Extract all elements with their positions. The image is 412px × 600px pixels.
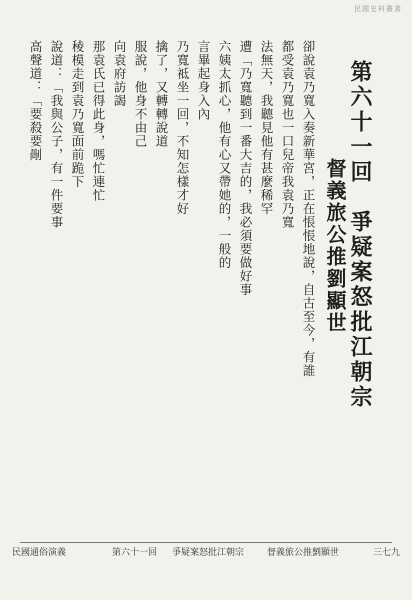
body-column: 服說，他身不由己 bbox=[133, 40, 148, 148]
body-column: 都受袁乃寬也一口兒帝我袁乃寬 bbox=[280, 40, 295, 229]
body-column: 高聲道：「要殺要剮 bbox=[28, 40, 43, 162]
body-column: 那袁氏已得此身，嗎忙連忙 bbox=[91, 40, 106, 202]
footer-page-number: 三七九 bbox=[372, 548, 400, 558]
footer-chapter: 第六十一回 bbox=[112, 548, 158, 558]
page-footer bbox=[12, 545, 400, 567]
body-column: 六姨太抓心，他有心又帶她的，一般的 bbox=[217, 40, 232, 270]
chapter-subtitle: 督義旅公推劉顯世 bbox=[323, 158, 347, 334]
chapter-title: 第六十一回 爭疑案怒批江朝宗 bbox=[347, 60, 373, 410]
footer-chapter-title: 爭疑案怒批江朝宗 bbox=[172, 548, 245, 558]
footer-rule bbox=[20, 542, 392, 543]
body-column: 向袁府訪謁 bbox=[112, 40, 127, 108]
body-column: 法無天，我聽見他有甚麼稀罕 bbox=[259, 40, 274, 216]
watermark-text: 民國史料叢書 bbox=[354, 5, 402, 13]
body-column: 擒了，又轉轉說道 bbox=[154, 40, 169, 148]
footer-chapter-subtitle: 督義旅公推劉顯世 bbox=[267, 548, 340, 558]
body-column: 言畢起身入內 bbox=[196, 40, 211, 121]
body-column: 說道：「我與公子，有一件要事 bbox=[49, 40, 64, 229]
footer-book-title: 民國通俗演義 bbox=[12, 548, 67, 558]
body-column: 稜模走到袁乃寬面前跪下 bbox=[70, 40, 85, 189]
body-column: 乃寬祗坐一回，不知怎樣才好 bbox=[175, 40, 190, 216]
body-column: 卻說袁乃寬入奏新華宮，正在悵悵地說，自古至今，有誰 bbox=[301, 40, 316, 378]
body-column: 遭「乃寬聽到一番大吉的，我必須要做好事 bbox=[238, 40, 253, 297]
